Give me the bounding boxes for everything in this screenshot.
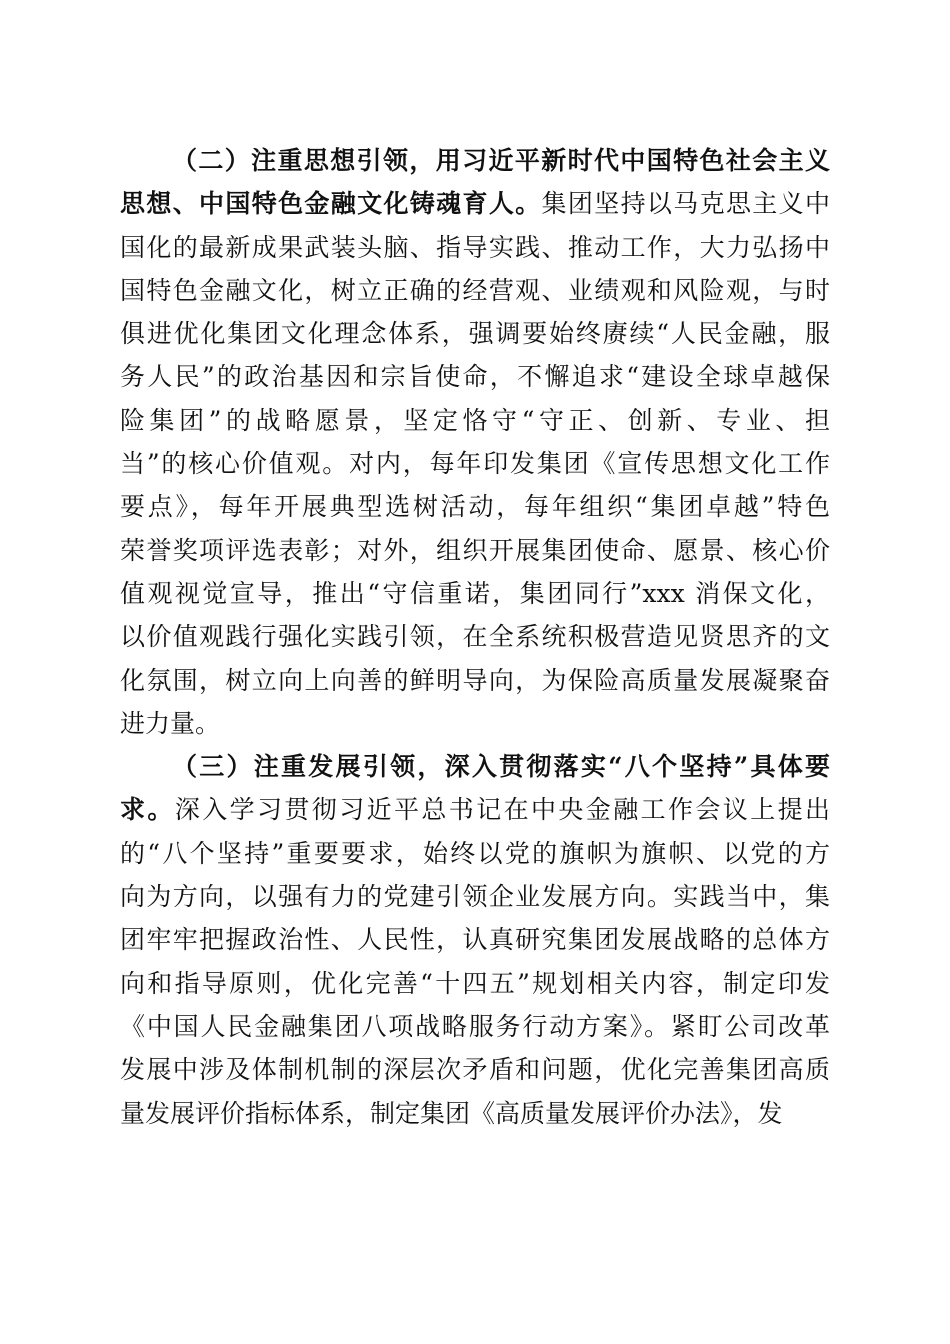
body-text: 化氛围，树立向上向善的鲜明导向，为保险高质量发展凝聚奋 [120,665,830,695]
text-line [120,659,830,702]
text-line [120,1092,830,1135]
body-text: 要点》，每年开展典型选树活动，每年组织“集团卓越”特色 [120,492,830,522]
body-text: 务人民”的政治基因和宗旨使命，不懈追求“建设全球卓越保 [120,362,830,392]
text-line [120,615,830,658]
text-line [120,1005,830,1048]
paragraph-section-3 [120,745,830,1135]
text-line [120,832,830,875]
body-text: 的“八个坚持”重要要求，始终以党的旗帜为旗帜、以党的方 [120,838,830,868]
body-text: 向为方向，以强有力的党建引领企业发展方向。实践当中，集 [120,882,830,912]
body-text: 进力量。 [120,708,221,738]
body-text: 国特色金融文化，树立正确的经营观、业绩观和风险观，与时 [120,275,830,305]
body-text: 发展中涉及体制机制的深层次矛盾和问题，优化完善集团高质 [120,1055,830,1085]
text-line [120,962,830,1005]
body-text: 向和指导原则，优化完善“十四五”规划相关内容，制定印发 [120,968,830,998]
text-line [120,226,830,269]
body-text: 团牢牢把握政治性、人民性，认真研究集团发展战略的总体方 [120,925,830,955]
text-line [120,1048,830,1091]
body-text: 量发展评价指标体系，制定集团《高质量发展评价办法》，发 [120,1098,783,1128]
text-line [120,745,830,788]
body-text: 国化的最新成果武装头脑、指导实践、推动工作，大力弘扬中 [120,232,830,262]
text-line [120,875,830,918]
text-line [120,485,830,528]
text-line [120,182,830,225]
text-line [120,788,830,831]
bold-heading-text: （三）注重发展引领，深入贯彻落实“八个坚持”具体要 [172,752,830,782]
body-text: 深入学习贯彻习近平总书记在中央金融工作会议上提出 [174,795,830,825]
body-text: 集团坚持以马克思主义中 [541,189,830,219]
bold-heading-text: 思想、中国特色金融文化铸魂育人。 [120,189,542,219]
body-text: 值观视觉宣导，推出“守信重诺，集团同行”xxx 消保文化， [120,578,830,608]
body-text: 俱进优化集团文化理念体系，强调要始终赓续“人民金融，服 [120,319,830,349]
text-line [120,442,830,485]
text-line [120,269,830,312]
text-line [120,399,830,442]
text-line [120,355,830,398]
text-line [120,918,830,961]
text-line [120,702,830,745]
bold-heading-text: 求。 [120,795,175,825]
text-line [120,312,830,355]
body-text: 险集团”的战略愿景，坚定恪守“守正、创新、专业、担 [120,405,830,435]
body-text: 荣誉奖项评选表彰；对外，组织开展集团使命、愿景、核心价 [120,535,830,565]
bold-heading-text: （二）注重思想引领，用习近平新时代中国特色社会主义 [172,146,830,175]
document-body [120,139,830,1135]
paragraph-section-2 [120,139,830,745]
text-line [120,529,830,572]
body-text: 以价值观践行强化实践引领，在全系统积极营造见贤思齐的文 [120,622,830,652]
body-text: 当”的核心价值观。对内，每年印发集团《宣传思想文化工作 [120,449,830,479]
text-line [120,139,830,182]
body-text: 《中国人民金融集团八项战略服务行动方案》。紧盯公司改革 [120,1011,830,1041]
text-line [120,572,830,615]
